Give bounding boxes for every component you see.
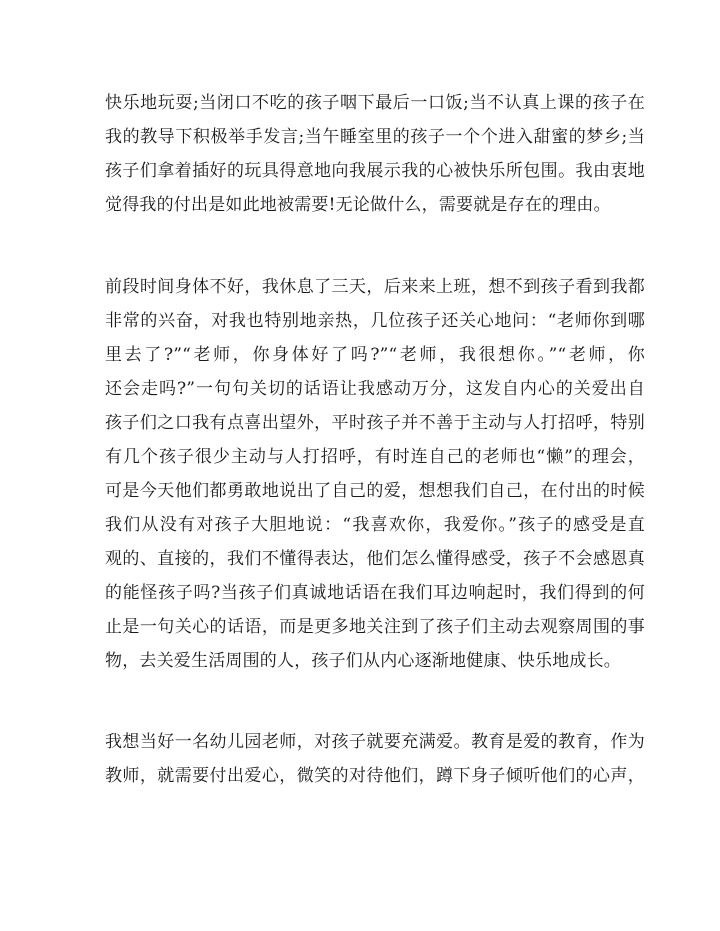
text-line: 观的、直接的，我们不懂得表达，他们怎么懂得感受，孩子不会感恩真 bbox=[105, 549, 645, 569]
text-line: 前段时间身体不好，我休息了三天，后来来上班，想不到孩子看到我都 bbox=[105, 277, 645, 297]
text-line: 孩子们拿着插好的玩具得意地向我展示我的心被快乐所包围。我由衷地 bbox=[105, 161, 645, 181]
text-line: 快乐地玩耍;当闭口不吃的孩子咽下最后一口饭;当不认真上课的孩子在 bbox=[105, 93, 645, 113]
text-line: 可是今天他们都勇敢地说出了自己的爱，想想我们自己，在付出的时候 bbox=[105, 481, 645, 501]
text-line: 有几个孩子很少主动与人打招呼，有时连自己的老师也“懒”的理会， bbox=[105, 447, 645, 467]
text-line: 我们从没有对孩子大胆地说：“我喜欢你，我爱你。”孩子的感受是直 bbox=[105, 515, 645, 535]
text-line: 止是一句关心的话语，而是更多地关注到了孩子们主动去观察周围的事 bbox=[105, 617, 645, 637]
text-line: 教师，就需要付出爱心，微笑的对待他们，蹲下身子倾听他们的心声， bbox=[105, 766, 645, 786]
text-line: 的能怪孩子吗?当孩子们真诚地话语在我们耳边响起时，我们得到的何 bbox=[105, 583, 645, 603]
text-line: 还会走吗?”一句句关切的话语让我感动万分，这发自内心的关爱出自 bbox=[105, 379, 645, 399]
text-line: 我想当好一名幼儿园老师，对孩子就要充满爱。教育是爱的教育，作为 bbox=[105, 732, 645, 752]
text-line: 物，去关爱生活周围的人，孩子们从内心逐渐地健康、快乐地成长。 bbox=[105, 651, 621, 671]
text-line: 孩子们之口我有点喜出望外，平时孩子并不善于主动与人打招呼，特别 bbox=[105, 413, 645, 433]
text-line: 非常的兴奋，对我也特别地亲热，几位孩子还关心地问：“老师你到哪 bbox=[105, 311, 645, 331]
paragraph-3 bbox=[105, 725, 645, 793]
text-line: 我的教导下积极举手发言;当午睡室里的孩子一个个进入甜蜜的梦乡;当 bbox=[105, 127, 645, 147]
paragraph-2 bbox=[105, 270, 645, 678]
text-line: 里去了?”“老师，你身体好了吗?”“老师，我很想你。”“老师，你 bbox=[105, 345, 645, 365]
paragraph-1 bbox=[105, 86, 645, 222]
text-line: 觉得我的付出是如此地被需要!无论做什么，需要就是存在的理由。 bbox=[105, 195, 611, 215]
